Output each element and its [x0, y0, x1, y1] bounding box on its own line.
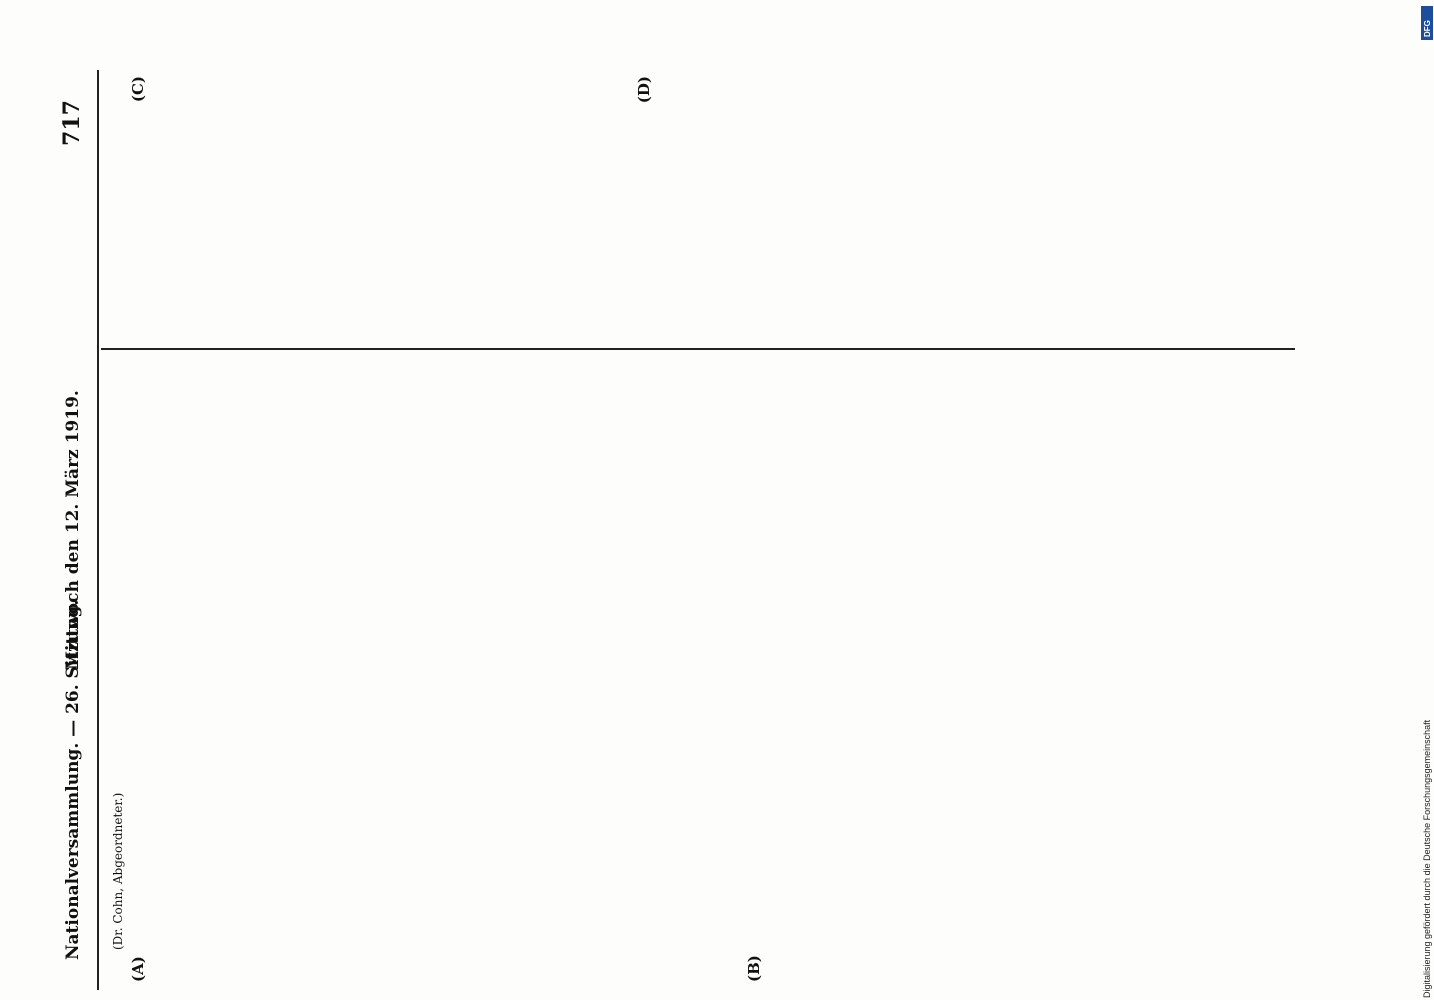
margin-mark-a: (A) [129, 956, 147, 982]
left-column [125, 362, 1295, 952]
sidebar [1420, 10, 1434, 1000]
margin-mark-c: (C) [129, 76, 147, 103]
dfg-logo: DFG [1421, 6, 1433, 40]
header-center: Mittwoch den 12. März 1919. [63, 390, 83, 670]
speaker-note: (Dr. Cohn, Abgeordneter.) [111, 792, 125, 950]
header-rule [97, 70, 99, 990]
right-column [125, 0, 1295, 334]
sidebar-credit: Digitalisierung gefördert durch die Deutsche Forschungsgemeinschaft [1422, 719, 1432, 998]
page-number: 717 [59, 100, 85, 146]
rotated-page-content [45, 70, 1325, 990]
header-left: Nationalversammlung. — 26. Sitzung. [63, 599, 83, 960]
column-rule [101, 348, 1295, 350]
margin-mark-d: (D) [635, 76, 653, 104]
page-header [55, 70, 95, 990]
margin-mark-b: (B) [745, 955, 763, 982]
